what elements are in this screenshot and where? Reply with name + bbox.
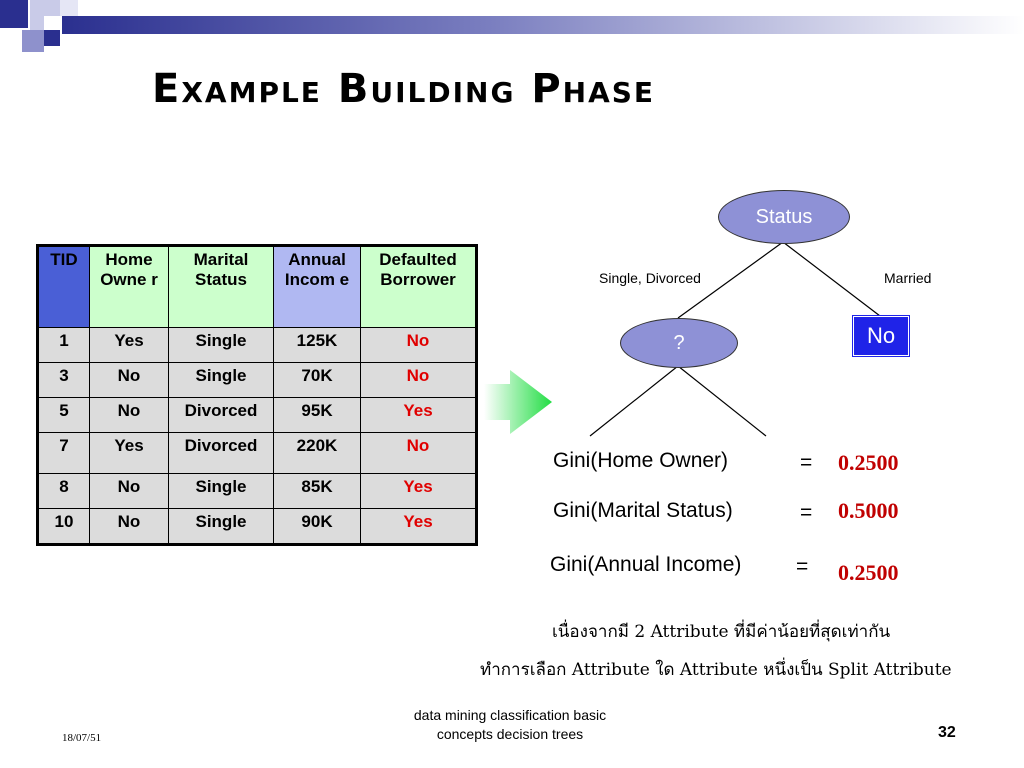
gini-label: Gini(Home Owner) [553, 449, 729, 472]
table-cell: 7 [38, 433, 90, 474]
edge-label-left: Single, Divorced [599, 270, 701, 286]
table-cell: 85K [274, 474, 361, 509]
gini-equals: = [796, 555, 809, 578]
table-cell: Yes [361, 509, 477, 545]
note-line-2: ทำการเลือก Attribute ใด Attribute หนึ่งเป็น Split Attribute [480, 660, 952, 680]
edge-label-right: Married [884, 270, 932, 286]
table-cell: 70K [274, 363, 361, 398]
note-line-1: เนื่องจากมี 2 Attribute ที่มีค่าน้อยที่สุดเท่ากัน [552, 622, 891, 642]
footer-caption [380, 706, 640, 744]
gini-value: 0.2500 [838, 560, 899, 585]
table-cell: Single [169, 509, 274, 545]
header-cell: Defaulted Borrower [361, 246, 477, 328]
header-cell: TID [38, 246, 90, 328]
page-number: 32 [938, 724, 956, 741]
table-cell: 8 [38, 474, 90, 509]
table-cell: Yes [361, 398, 477, 433]
table-cell: 1 [38, 328, 90, 363]
table-cell: 3 [38, 363, 90, 398]
table-cell: Yes [90, 433, 169, 474]
tree-leaf-no: No [853, 316, 909, 356]
header-cell: Marital Status [169, 246, 274, 328]
table-cell: Divorced [169, 433, 274, 474]
table-cell: Single [169, 328, 274, 363]
gini-label: Gini(Annual Income) [550, 553, 742, 576]
table-cell: Single [169, 363, 274, 398]
table-cell: 95K [274, 398, 361, 433]
gini-value: 0.2500 [838, 450, 899, 475]
footer-caption-line: concepts decision trees [436, 726, 584, 742]
table-cell: 220K [274, 433, 361, 474]
slide-title: Example Building Phase [152, 66, 656, 112]
footer-date: 18/07/51 [62, 732, 102, 744]
table-cell: No [361, 328, 477, 363]
gini-value: 0.5000 [838, 498, 899, 523]
table-cell: Yes [361, 474, 477, 509]
table-cell: No [90, 509, 169, 545]
table-cell: 125K [274, 328, 361, 363]
gini-label: Gini(Marital Status) [553, 499, 733, 522]
header-cell: Home Owne r [90, 246, 169, 328]
table-cell: No [361, 363, 477, 398]
table-cell: No [361, 433, 477, 474]
table-cell: Single [169, 474, 274, 509]
table-cell: No [90, 363, 169, 398]
gini-equals: = [800, 501, 813, 524]
table-cell: No [90, 474, 169, 509]
table-cell: Divorced [169, 398, 274, 433]
tree-unknown-node: ? [620, 318, 738, 368]
table-cell: 90K [274, 509, 361, 545]
tree-root-node: Status [718, 190, 850, 244]
table-cell: No [90, 398, 169, 433]
gini-equals: = [800, 451, 813, 474]
footer-caption-line: data mining classification basic [413, 707, 607, 723]
table-cell: 5 [38, 398, 90, 433]
header-cell: Annual Incom e [274, 246, 361, 328]
table-cell: 10 [38, 509, 90, 545]
table-cell: Yes [90, 328, 169, 363]
